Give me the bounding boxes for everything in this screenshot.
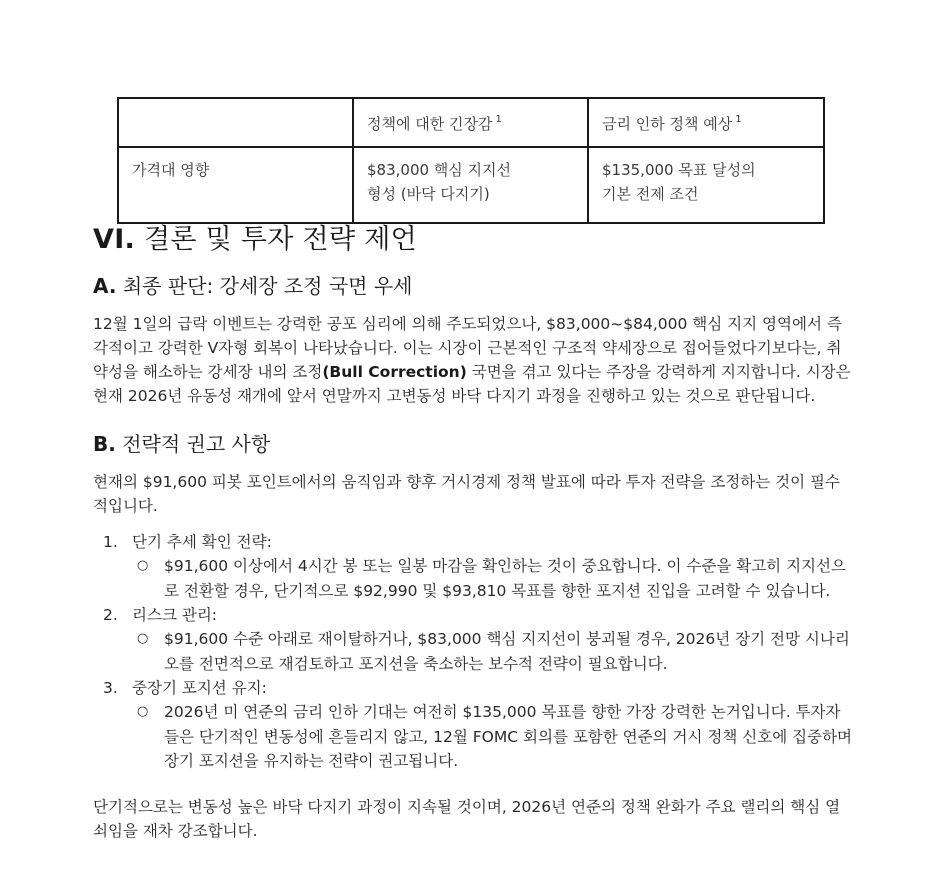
table-header-cell-empty — [118, 98, 353, 147]
footnote-ref[interactable]: 1 — [735, 114, 742, 125]
section-number: VI. — [93, 224, 136, 255]
document-body — [93, 220, 853, 843]
list-index: 2. — [103, 606, 118, 624]
list-item-label: 단기 추세 확인 전략: — [132, 533, 272, 551]
policy-impact-table — [117, 97, 825, 224]
bold-term: (Bull Correction) — [322, 363, 467, 381]
circle-bullet-icon: ○ — [137, 558, 149, 573]
list-item — [93, 530, 853, 603]
sub-list-item: ○ 2026년 미 연준의 금리 인하 기대는 여전히 $135,000 목표를 향한 가장 강력한 논거입니다. 투자자들은 단기적인 변동성에 흔들리지 않고, 12월 FOMC 회의를 포함한 연준의 거시 정책 신호에 집중하며 장기 포지션을 유지하는 전략이 권고됩니다. — [132, 700, 853, 774]
footnote-ref[interactable]: 1 — [495, 114, 502, 125]
table-header-row — [118, 98, 824, 147]
table-cell: $135,000 목표 달성의 기본 전제 조건 — [588, 147, 824, 223]
sub-list — [132, 554, 853, 603]
sub-list-item: ○ $91,600 이상에서 4시간 봉 또는 일봉 마감을 확인하는 것이 중요합니다. 이 수준을 확고히 지지선으로 전환할 경우, 단기적으로 $92,990 및 $93,810 목표를 향한 포지션 진입을 고려할 수 있습니다. — [132, 554, 853, 603]
list-index: 1. — [103, 533, 118, 551]
section-title: 결론 및 투자 전략 제언 — [144, 224, 417, 255]
table-cell: $83,000 핵심 지지선 형성 (바닥 다지기) — [353, 147, 588, 223]
circle-bullet-icon: ○ — [137, 631, 149, 646]
recommendation-list — [93, 530, 853, 774]
table-header-cell-rate-cut-expectation: 금리 인하 정책 예상 $^1$ — [588, 98, 824, 147]
section-heading — [93, 220, 853, 260]
list-item — [93, 676, 853, 774]
subsection-title: 전략적 권고 사항 — [122, 432, 271, 456]
subsection-number: A. — [93, 274, 117, 298]
sub-list — [132, 627, 853, 676]
list-index: 3. — [103, 679, 118, 697]
paragraph-conclusion: 단기적으로는 변동성 높은 바닥 다지기 과정이 지속될 것이며, 2026년 연준의 정책 완화가 주요 랠리의 핵심 열쇠임을 재차 강조합니다. — [93, 797, 841, 840]
list-item-label: 리스크 관리: — [132, 606, 218, 624]
table-row — [118, 147, 824, 223]
paragraph-intro: 현재의 $91,600 피봇 포인트에서의 움직임과 향후 거시경제 정책 발표에 따라 투자 전략을 조정하는 것이 필수적입니다. — [93, 473, 840, 515]
table-header-cell-policy-tension: 정책에 대한 긴장감 $^1$ — [353, 98, 588, 147]
circle-bullet-icon: ○ — [137, 704, 149, 719]
sub-list-item: ○ $91,600 수준 아래로 재이탈하거나, $83,000 핵심 지지선이 붕괴될 경우, 2026년 장기 전망 시나리오를 전면적으로 재검토하고 포지션을 축소하는 보수적 전략이 필요합니다. — [132, 627, 853, 676]
table-row-label: 가격대 영향 — [118, 147, 353, 223]
list-item-label: 중장기 포지션 유지: — [132, 679, 267, 697]
subsection-title: 최종 판단: 강세장 조정 국면 우세 — [122, 274, 413, 298]
list-item — [93, 603, 853, 676]
subsection-number: B. — [93, 432, 116, 456]
subsection-heading-b — [93, 428, 853, 460]
sub-list — [132, 700, 853, 774]
paragraph-final-judgment: 12월 1일의 급락 이벤트는 강력한 공포 심리에 의해 주도되었으나, $83,000~$84,000 핵심 지지 영역에서 즉각적이고 강력한 V자형 회복이 나타났습니다. 이는 시장이 근본적인 구조적 약세장으로 접어들었다기보다는, 취약성을 해소하는 강세장 내의 조정(Bull Correction) 국면을 겪고 있다는 주장을 강력하게 지지합니다. 시장은 현재 2026년 유동성 재개에 앞서 연말까지 고변동성 바닥 다지기 과정을 진행하고 있는 것으로 판단됩니다. — [93, 315, 851, 405]
subsection-heading-a — [93, 270, 853, 302]
